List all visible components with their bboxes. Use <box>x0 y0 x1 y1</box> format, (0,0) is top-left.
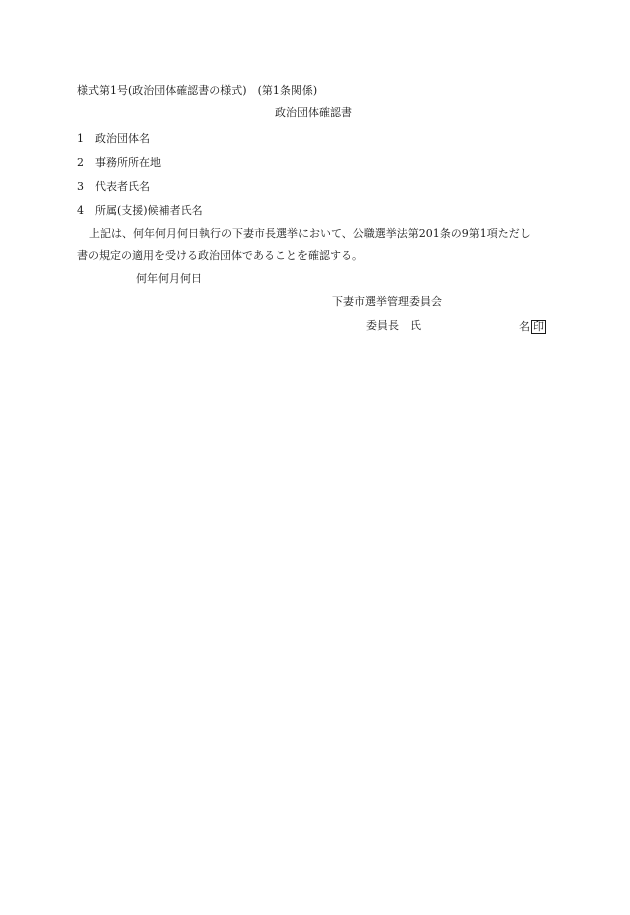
seal-mark: 印 <box>533 320 544 333</box>
item-label: 代表者氏名 <box>95 180 150 193</box>
committee-name: 下妻市選挙管理委員会 <box>332 295 442 308</box>
name-suffix: 名 <box>519 320 530 333</box>
body-text-line-2: 書の規定の適用を受ける政治団体であることを確認する。 <box>77 249 363 262</box>
chair-title: 委員長 氏 <box>366 319 421 332</box>
issue-date: 何年何月何日 <box>136 272 202 285</box>
item-label: 政治団体名 <box>95 132 150 145</box>
item-candidate-name <box>77 205 203 216</box>
item-number: 1 <box>77 132 84 145</box>
item-political-group-name <box>77 133 150 144</box>
item-number: 2 <box>77 156 84 169</box>
item-office-address <box>77 157 161 168</box>
item-number: 4 <box>77 204 84 217</box>
document-title: 政治団体確認書 <box>275 106 352 119</box>
item-label: 事務所所在地 <box>95 156 161 169</box>
item-number: 3 <box>77 180 84 193</box>
body-text-line-1: 上記は、何年何月何日執行の下妻市長選挙において、公職選挙法第201条の9第1項ただし <box>89 227 531 240</box>
item-representative-name <box>77 181 150 192</box>
form-header: 様式第1号(政治団体確認書の様式) (第1条関係) <box>77 84 318 97</box>
chair-name-block <box>519 320 546 334</box>
item-label: 所属(支援)候補者氏名 <box>95 204 203 217</box>
